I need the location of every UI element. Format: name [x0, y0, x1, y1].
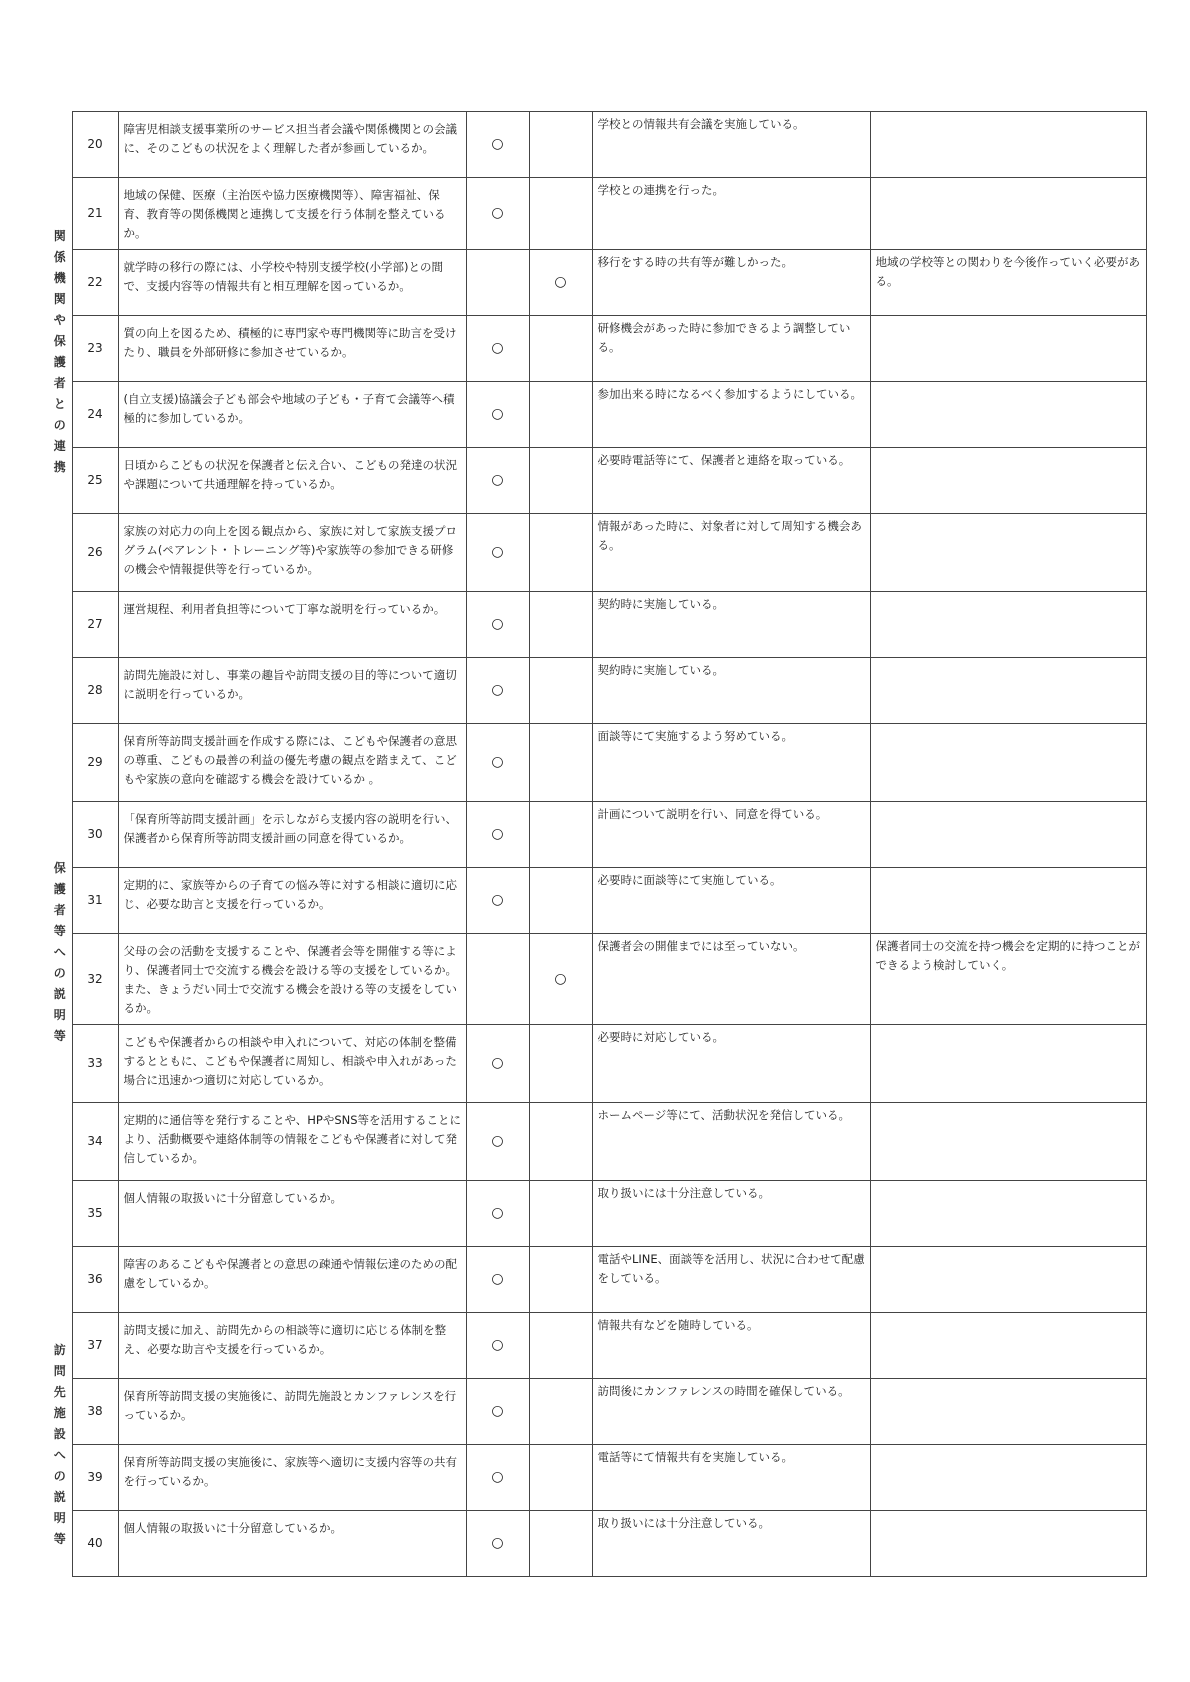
yes-mark [466, 934, 529, 1025]
yes-mark: ○ [466, 592, 529, 658]
status-comment: 移行をする時の共有等が難しかった。 [592, 250, 870, 316]
no-mark [529, 802, 592, 868]
yes-mark: ○ [466, 802, 529, 868]
item-number: 24 [72, 382, 118, 448]
improvement-plan [870, 592, 1146, 658]
table-row [48, 1181, 1146, 1247]
no-mark [529, 1511, 592, 1577]
status-comment: 必要時電話等にて、保護者と連絡を取っている。 [592, 448, 870, 514]
no-mark [529, 1379, 592, 1445]
status-comment: 契約時に実施している。 [592, 658, 870, 724]
improvement-plan [870, 1025, 1146, 1103]
yes-mark: ○ [466, 316, 529, 382]
table-row [48, 934, 1146, 1025]
no-mark [529, 1181, 592, 1247]
question-text: こどもや保護者からの相談や申入れについて、対応の体制を整備するとともに、こどもや保護者に周知し、相談や申入れがあった場合に迅速かつ適切に対応しているか。 [118, 1025, 466, 1103]
yes-mark: ○ [466, 382, 529, 448]
yes-mark: ○ [466, 1025, 529, 1103]
table-row [48, 592, 1146, 658]
status-comment: 保護者会の開催までには至っていない。 [592, 934, 870, 1025]
question-text: 父母の会の活動を支援することや、保護者会等を開催する等により、保護者同士で交流する機会を設ける等の支援をしているか。また、きょうだい同士で交流する機会を設ける等の支援をしているか。 [118, 934, 466, 1025]
item-number: 20 [72, 112, 118, 178]
table-row [48, 514, 1146, 592]
question-text: 定期的に、家族等からの子育ての悩み等に対する相談に適切に応じ、必要な助言と支援を行っているか。 [118, 868, 466, 934]
item-number: 28 [72, 658, 118, 724]
improvement-plan [870, 382, 1146, 448]
question-text: 訪問支援に加え、訪問先からの相談等に適切に応じる体制を整え、必要な助言や支援を行っているか。 [118, 1313, 466, 1379]
improvement-plan [870, 1379, 1146, 1445]
yes-mark: ○ [466, 448, 529, 514]
improvement-plan [870, 868, 1146, 934]
item-number: 34 [72, 1103, 118, 1181]
item-number: 22 [72, 250, 118, 316]
item-number: 32 [72, 934, 118, 1025]
table-row [48, 250, 1146, 316]
status-comment: 取り扱いには十分注意している。 [592, 1181, 870, 1247]
yes-mark: ○ [466, 1511, 529, 1577]
item-number: 36 [72, 1247, 118, 1313]
question-text: (自立支援)協議会子ども部会や地域の子ども・子育て会議等へ積極的に参加しているか。 [118, 382, 466, 448]
category-cell [48, 1313, 72, 1577]
category-label: 保護者等への説明等 [53, 860, 66, 1043]
question-text: 就学時の移行の際には、小学校や特別支援学校(小学部)との間で、支援内容等の情報共有と相互理解を図っているか。 [118, 250, 466, 316]
yes-mark: ○ [466, 724, 529, 802]
status-comment: 必要時に対応している。 [592, 1025, 870, 1103]
question-text: 質の向上を図るため、積極的に専門家や専門機関等に助言を受けたり、職員を外部研修に参加させているか。 [118, 316, 466, 382]
category-label: 関係機関や保護者との連携 [53, 228, 66, 474]
improvement-plan [870, 178, 1146, 250]
improvement-plan [870, 112, 1146, 178]
status-comment: 情報共有などを随時している。 [592, 1313, 870, 1379]
table-row [48, 316, 1146, 382]
no-mark [529, 1247, 592, 1313]
yes-mark: ○ [466, 1103, 529, 1181]
item-number: 25 [72, 448, 118, 514]
question-text: 個人情報の取扱いに十分留意しているか。 [118, 1511, 466, 1577]
no-mark [529, 1445, 592, 1511]
question-text: 「保育所等訪問支援計画」を示しながら支援内容の説明を行い、保護者から保育所等訪問支援計画の同意を得ているか。 [118, 802, 466, 868]
status-comment: 学校との情報共有会議を実施している。 [592, 112, 870, 178]
yes-mark: ○ [466, 514, 529, 592]
yes-mark: ○ [466, 1313, 529, 1379]
item-number: 37 [72, 1313, 118, 1379]
table-row [48, 1247, 1146, 1313]
status-comment: 取り扱いには十分注意している。 [592, 1511, 870, 1577]
status-comment: 研修機会があった時に参加できるよう調整している。 [592, 316, 870, 382]
improvement-plan [870, 1445, 1146, 1511]
item-number: 35 [72, 1181, 118, 1247]
table-row [48, 382, 1146, 448]
improvement-plan [870, 1181, 1146, 1247]
table-row [48, 802, 1146, 868]
question-text: 保育所等訪問支援の実施後に、訪問先施設とカンファレンスを行っているか。 [118, 1379, 466, 1445]
question-text: 訪問先施設に対し、事業の趣旨や訪問支援の目的等について適切に説明を行っているか。 [118, 658, 466, 724]
yes-mark: ○ [466, 1181, 529, 1247]
improvement-plan [870, 724, 1146, 802]
table-row [48, 178, 1146, 250]
yes-mark: ○ [466, 1445, 529, 1511]
no-mark [529, 448, 592, 514]
no-mark [529, 514, 592, 592]
no-mark [529, 1313, 592, 1379]
status-comment: 計画について説明を行い、同意を得ている。 [592, 802, 870, 868]
question-text: 保育所等訪問支援計画を作成する際には、こどもや保護者の意思の尊重、こどもの最善の利益の優先考慮の観点を踏まえて、こどもや家族の意向を確認する機会を設けているか 。 [118, 724, 466, 802]
improvement-plan [870, 316, 1146, 382]
question-text: 障害児相談支援事業所のサービス担当者会議や関係機関との会議に、そのこどもの状況をよく理解した者が参画しているか。 [118, 112, 466, 178]
no-mark [529, 724, 592, 802]
improvement-plan [870, 448, 1146, 514]
improvement-plan [870, 1103, 1146, 1181]
improvement-plan [870, 658, 1146, 724]
item-number: 21 [72, 178, 118, 250]
table-row [48, 1511, 1146, 1577]
item-number: 26 [72, 514, 118, 592]
no-mark [529, 868, 592, 934]
question-text: 定期的に通信等を発行することや、HPやSNS等を活用することにより、活動概要や連絡体制等の情報をこどもや保護者に対して発信しているか。 [118, 1103, 466, 1181]
yes-mark [466, 250, 529, 316]
status-comment: 学校との連携を行った。 [592, 178, 870, 250]
no-mark [529, 592, 592, 658]
yes-mark: ○ [466, 178, 529, 250]
question-text: 保育所等訪問支援の実施後に、家族等へ適切に支援内容等の共有を行っているか。 [118, 1445, 466, 1511]
table-row [48, 1025, 1146, 1103]
yes-mark: ○ [466, 868, 529, 934]
no-mark: ○ [529, 934, 592, 1025]
improvement-plan [870, 514, 1146, 592]
status-comment: 情報があった時に、対象者に対して周知する機会ある。 [592, 514, 870, 592]
improvement-plan: 地域の学校等との関わりを今後作っていく必要がある。 [870, 250, 1146, 316]
status-comment: 参加出来る時になるべく参加するようにしている。 [592, 382, 870, 448]
category-cell [48, 592, 72, 1313]
status-comment: 面談等にて実施するよう努めている。 [592, 724, 870, 802]
status-comment: 電話等にて情報共有を実施している。 [592, 1445, 870, 1511]
improvement-plan [870, 802, 1146, 868]
status-comment: 訪問後にカンファレンスの時間を確保している。 [592, 1379, 870, 1445]
table-row [48, 1379, 1146, 1445]
improvement-plan [870, 1313, 1146, 1379]
table-row [48, 724, 1146, 802]
evaluation-sheet [48, 111, 1146, 1577]
status-comment: 必要時に面談等にて実施している。 [592, 868, 870, 934]
table-body [48, 112, 1146, 1577]
no-mark [529, 1025, 592, 1103]
item-number: 38 [72, 1379, 118, 1445]
self-evaluation-table [48, 111, 1147, 1577]
status-comment: 契約時に実施している。 [592, 592, 870, 658]
yes-mark: ○ [466, 112, 529, 178]
table-row [48, 1103, 1146, 1181]
question-text: 障害のあるこどもや保護者との意思の疎通や情報伝達のための配慮をしているか。 [118, 1247, 466, 1313]
yes-mark: ○ [466, 1247, 529, 1313]
yes-mark: ○ [466, 1379, 529, 1445]
question-text: 個人情報の取扱いに十分留意しているか。 [118, 1181, 466, 1247]
question-text: 日頃からこどもの状況を保護者と伝え合い、こどもの発達の状況や課題について共通理解を持っているか。 [118, 448, 466, 514]
no-mark [529, 316, 592, 382]
item-number: 33 [72, 1025, 118, 1103]
table-row [48, 1313, 1146, 1379]
category-cell [48, 112, 72, 592]
item-number: 23 [72, 316, 118, 382]
table-row [48, 112, 1146, 178]
no-mark [529, 178, 592, 250]
yes-mark: ○ [466, 658, 529, 724]
item-number: 31 [72, 868, 118, 934]
item-number: 27 [72, 592, 118, 658]
item-number: 40 [72, 1511, 118, 1577]
improvement-plan [870, 1511, 1146, 1577]
no-mark: ○ [529, 250, 592, 316]
category-label: 訪問先施設への説明等 [53, 1342, 66, 1546]
table-row [48, 658, 1146, 724]
no-mark [529, 112, 592, 178]
table-row [48, 868, 1146, 934]
table-row [48, 448, 1146, 514]
item-number: 39 [72, 1445, 118, 1511]
no-mark [529, 1103, 592, 1181]
question-text: 地域の保健、医療（主治医や協力医療機関等）、障害福祉、保育、教育等の関係機関と連携して支援を行う体制を整えているか。 [118, 178, 466, 250]
no-mark [529, 658, 592, 724]
table-row [48, 1445, 1146, 1511]
item-number: 29 [72, 724, 118, 802]
improvement-plan: 保護者同士の交流を持つ機会を定期的に持つことができるよう検討していく。 [870, 934, 1146, 1025]
no-mark [529, 382, 592, 448]
question-text: 家族の対応力の向上を図る観点から、家族に対して家族支援プログラム(ペアレント・トレーニング等)や家族等の参加できる研修の機会や情報提供等を行っているか。 [118, 514, 466, 592]
status-comment: 電話やLINE、面談等を活用し、状況に合わせて配慮をしている。 [592, 1247, 870, 1313]
improvement-plan [870, 1247, 1146, 1313]
item-number: 30 [72, 802, 118, 868]
question-text: 運営規程、利用者負担等について丁寧な説明を行っているか。 [118, 592, 466, 658]
status-comment: ホームページ等にて、活動状況を発信している。 [592, 1103, 870, 1181]
